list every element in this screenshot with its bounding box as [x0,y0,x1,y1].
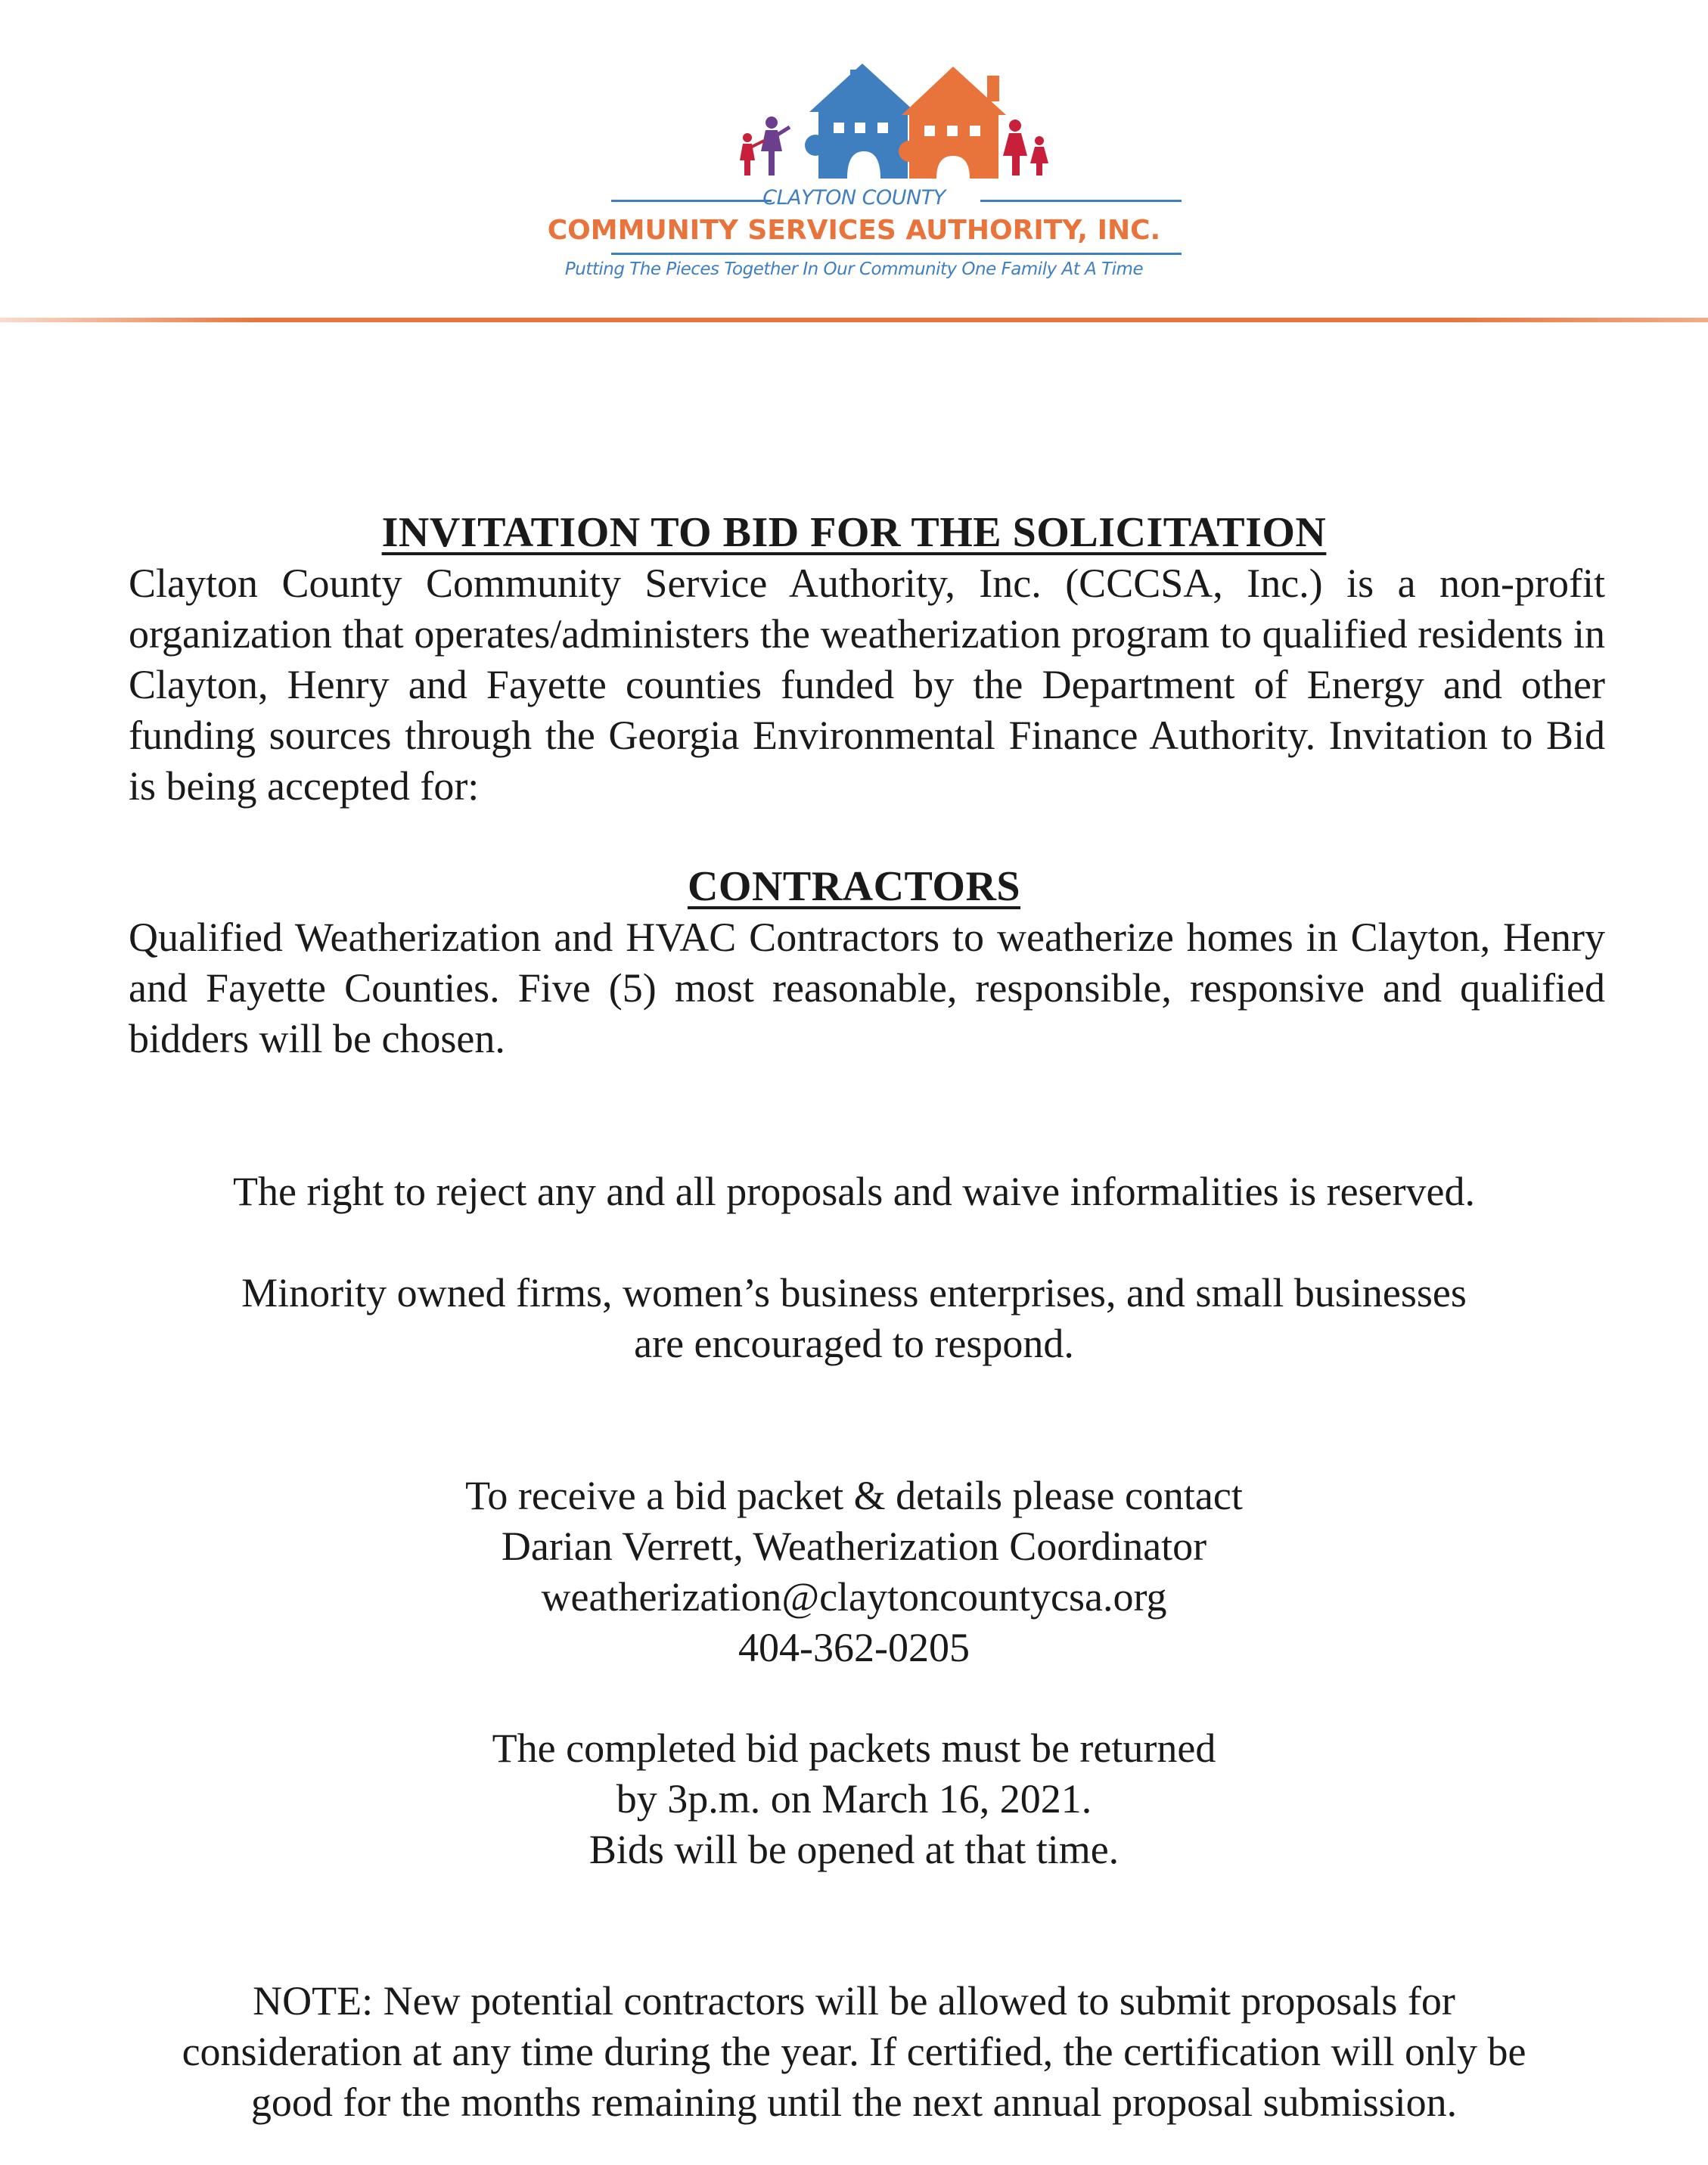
contractors-description-paragraph: Qualified Weatherization and HVAC Contractors to weatherize homes in Clayton, Henry and Fayette Counties. Five (5) most reasonable, responsible, responsive and qualified bidders will be chosen. [129,915,1605,1061]
encouragement-line-1: Minority owned firms, women’s business enterprises, and small businesses [241,1270,1467,1315]
contact-intro: To receive a bid packet & details please contact [465,1473,1243,1518]
logo-county-text: CLAYTON COUNTY [762,186,946,210]
deadline-block [0,1723,1708,1875]
deadline-line-1: The completed bid packets must be returned [492,1725,1216,1771]
note-line-2: consideration at any time during the year. If certified, the certification will only be [182,2029,1526,2074]
organization-logo [734,53,1051,189]
contact-email[interactable]: weatherization@claytoncountycsa.org [541,1574,1167,1620]
blue-house-icon [805,64,915,179]
deadline-line-2: by 3p.m. on March 16, 2021. [616,1776,1092,1822]
solicitation-intro-paragraph: Clayton County Community Service Authority, Inc. (CCCSA, Inc.) is a non-profit organization that operates/administers the weatherization program to qualified residents in Clayton, Henry and Fayette counties funded by the Department of Energy and other funding sources through the Georgia Environmental Finance Authority. Invitation to Bid is being accepted for: [129,561,1605,809]
note-block [0,1976,1708,2128]
logo-tagline: Putting The Pieces Together In Our Community One Family At A Time [564,259,1144,279]
contractors-heading: CONTRACTORS [687,863,1021,910]
encouragement-notice [0,1268,1708,1369]
family-figures-left-icon [740,116,790,175]
contact-phone[interactable]: 404-362-0205 [738,1625,970,1670]
family-figures-right-icon [1003,120,1048,175]
orange-house-icon [899,67,1006,179]
letterhead [0,0,1708,333]
logo-rule-bottom [611,253,1182,255]
note-line-1: NOTE: New potential contractors will be allowed to submit proposals for [253,1978,1455,2024]
deadline-line-3: Bids will be opened at that time. [588,1827,1120,1872]
encouragement-line-2: are encouraged to respond. [634,1321,1074,1366]
contact-name-title: Darian Verrett, Weatherization Coordinator [501,1524,1207,1569]
note-line-3: good for the months remaining until the next annual proposal submission. [250,2080,1458,2125]
contact-block [0,1471,1708,1673]
solicitation-heading: INVITATION TO BID FOR THE SOLICITATION [381,509,1327,556]
header-divider [0,318,1708,322]
logo-organization-name: COMMUNITY SERVICES AUTHORITY, INC. [547,215,1161,246]
reservation-text: The right to reject any and all proposals and waive informalities is reserved. [233,1169,1475,1214]
reservation-notice [0,1166,1708,1217]
